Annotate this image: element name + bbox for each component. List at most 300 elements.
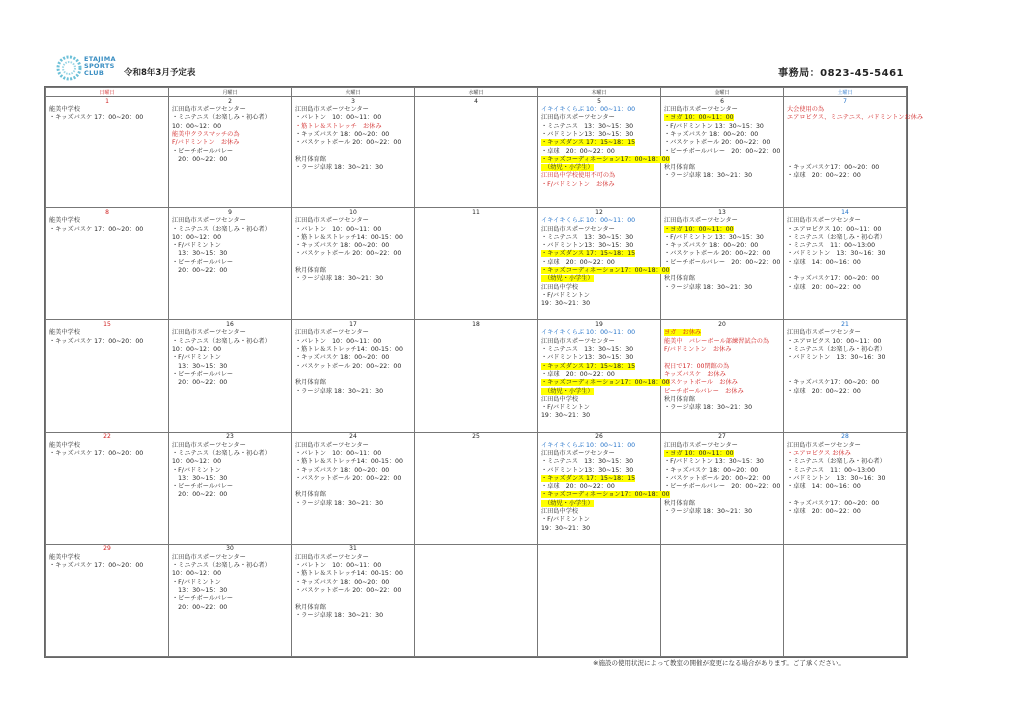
date-number <box>661 544 784 553</box>
schedule-line: ・ラージ卓球 18：30~21：30 <box>664 404 753 412</box>
schedule-line: ・F/バドミントン <box>541 516 590 524</box>
highlight-line: ・キッズコーディネーション17：00~18：00 <box>541 155 670 163</box>
schedule-line: 19：30~21：30 <box>541 300 591 308</box>
week-row <box>46 216 907 320</box>
date-number: 21 <box>784 320 907 329</box>
schedule-line: 20：00~22：00 <box>172 603 228 611</box>
schedule-line: 江田島市スポーツセンター <box>541 225 615 233</box>
highlight-line: （幼児・小学生） <box>541 499 594 507</box>
date-number: 2 <box>169 97 292 106</box>
schedule-line <box>541 475 657 483</box>
schedule-line: 10：00~12：00 <box>172 346 222 354</box>
schedule-line: ・ビーチボールバレー <box>172 258 234 266</box>
date-number: 18 <box>415 320 538 329</box>
day-cell <box>292 441 415 545</box>
highlight-line: （幼児・小学生） <box>541 275 594 283</box>
day-cell <box>169 441 292 545</box>
schedule-line: ・卓球 20：00~22：00 <box>541 370 615 378</box>
footnote: ※施設の使用状況によって教室の開催が変更になる場合があります。ご了承ください。 <box>593 659 845 667</box>
date-number: 31 <box>292 544 415 553</box>
schedule-line: 大会使用の為 <box>787 106 825 114</box>
schedule-line: 秋月体育館 <box>295 379 326 387</box>
weekday-tue: 火曜日 <box>292 88 415 97</box>
day-cell <box>46 328 169 432</box>
schedule-line: ・F/バドミントン <box>172 466 221 474</box>
schedule-line: 祝日で17：00閉館の為 <box>664 362 730 370</box>
date-row <box>46 320 907 329</box>
schedule-line <box>541 139 657 147</box>
schedule-line: 江田島市スポーツセンター <box>787 217 861 225</box>
schedule-line: 江田島市スポーツセンター <box>172 553 246 561</box>
schedule-line: 秋月体育館 <box>295 491 326 499</box>
schedule-line: 江田島市スポーツセンター <box>787 441 861 449</box>
schedule-line: ・バスケットボール 20：00~22：00 <box>295 362 402 370</box>
schedule-line: 秋月体育館 <box>295 155 326 163</box>
day-cell <box>169 553 292 657</box>
schedule-line: ・ミニテニス（お楽しみ・初心者） <box>172 562 271 570</box>
schedule-line: ・卓球 20：00~22：00 <box>787 387 861 395</box>
day-cell <box>784 216 907 320</box>
schedule-line <box>541 379 670 387</box>
date-number: 25 <box>415 432 538 441</box>
day-cell <box>169 328 292 432</box>
schedule-line: ・バレトン 10：00~11：00 <box>295 337 382 345</box>
schedule-line: ・筋トレ＆ストレッチ お休み <box>295 122 382 130</box>
date-number: 16 <box>169 320 292 329</box>
schedule-line: ・ビーチボールバレー <box>172 147 234 155</box>
schedule-line <box>664 354 780 362</box>
schedule-line: ・バドミントン 13：30~16：30 <box>787 354 886 362</box>
weekday-mon: 月曜日 <box>169 88 292 97</box>
schedule-line: 13：30~15：30 <box>172 474 228 482</box>
schedule-line: 秋月体育館 <box>664 275 695 283</box>
day-cell <box>46 216 169 320</box>
date-number: 6 <box>661 97 784 106</box>
highlight-line: ・キッズコーディネーション17：00~18：00 <box>541 379 670 387</box>
day-cell <box>46 441 169 545</box>
schedule-line: ・ミニテニス（お楽しみ・初心者） <box>787 458 886 466</box>
schedule-line: ・卓球 20：00~22：00 <box>541 483 615 491</box>
day-cell <box>46 553 169 657</box>
logo-line2: SPORTS <box>84 62 115 71</box>
schedule-line: ・ビーチボールバレー 20：00~22：00 <box>664 147 781 155</box>
schedule-line: イキイキくらぶ 10：00~11：00 <box>541 329 636 337</box>
weekday-sat: 土曜日 <box>784 88 907 97</box>
weekday-header <box>46 88 907 97</box>
schedule-line: ・ラージ卓球 18：30~21：30 <box>664 172 753 180</box>
schedule-line: ・エアロビクス 10：00~11：00 <box>787 225 882 233</box>
date-row <box>46 208 907 217</box>
schedule-line: 江田島市スポーツセンター <box>664 106 738 114</box>
schedule-line <box>787 123 903 131</box>
date-number: 9 <box>169 208 292 217</box>
date-number <box>538 544 661 553</box>
schedule-line: ・筋トレ＆ストレッチ14：00-15：00 <box>295 458 403 466</box>
date-number: 4 <box>415 97 538 106</box>
schedule-line <box>541 155 670 164</box>
schedule-line <box>664 156 780 164</box>
date-row <box>46 544 907 553</box>
calendar-table <box>45 87 924 657</box>
schedule-line: ・ビーチボールバレー 20：00~22：00 <box>664 258 781 266</box>
logo-text <box>84 56 116 78</box>
schedule-line: エアロビクス、ミニテニス、バドミントンお休み <box>787 114 924 122</box>
day-cell <box>415 553 538 657</box>
schedule-line: ・ミニテニス 11：00~13:00 <box>787 242 876 250</box>
date-number: 5 <box>538 97 661 106</box>
day-cell <box>661 328 784 432</box>
schedule-line: ・キッズバスケ 17：00~20：00 <box>49 225 144 233</box>
schedule-line: ・ラージ卓球 18：30~21：30 <box>664 283 753 291</box>
day-cell <box>784 441 907 545</box>
schedule-line: 10：00~12：00 <box>172 122 222 130</box>
schedule-line: 能美中学校 <box>49 553 80 561</box>
weekday-wed: 水曜日 <box>415 88 538 97</box>
schedule-line: 19：30~21：30 <box>541 412 591 420</box>
day-cell <box>415 105 538 208</box>
date-number: 13 <box>661 208 784 217</box>
schedule-line: 江田島市スポーツセンター <box>172 441 246 449</box>
schedule-line: ・卓球 20：00~22：00 <box>541 147 615 155</box>
schedule-line: 19：30~21：30 <box>541 524 591 532</box>
schedule-line: 能美中学校 <box>49 106 80 114</box>
schedule-line: ・ミニテニス（お楽しみ・初心者） <box>172 225 271 233</box>
highlight-line: ・キッズコーディネーション17：00~18：00 <box>541 491 670 499</box>
schedule-line: ・ビーチボールバレー <box>172 483 234 491</box>
schedule-line: 能美中 バレーボール部練習試合の為 <box>664 337 770 345</box>
schedule-line: ・バスケットボール 20：00~22：00 <box>295 250 402 258</box>
schedule-line: 20：00~22：00 <box>172 379 228 387</box>
schedule-line: 秋月体育館 <box>295 267 326 275</box>
schedule-line: ・キッズバスケ 17：00~20：00 <box>49 337 144 345</box>
date-number: 23 <box>169 432 292 441</box>
schedule-line: ・卓球 14：00~16：00 <box>787 483 861 491</box>
schedule-line: ・筋トレ＆ストレッチ14：00-15：00 <box>295 233 403 241</box>
day-cell <box>415 441 538 545</box>
day-cell <box>784 105 924 208</box>
schedule-line <box>664 226 780 234</box>
schedule-line: ・キッズバスケ 18：00~20：00 <box>295 578 390 586</box>
schedule-line: 江田島市スポーツセンター <box>295 106 369 114</box>
schedule-line: ・ミニテニス（お楽しみ・初心者） <box>787 346 886 354</box>
schedule-line: ・F/バドミントン <box>541 404 590 412</box>
schedule-line: イキイキくらぶ 10：00~11：00 <box>541 217 636 225</box>
schedule-line: ・卓球 20：00~22：00 <box>541 258 615 266</box>
schedule-line <box>787 131 903 139</box>
schedule-line: ・卓球 20：00~22：00 <box>787 507 861 515</box>
week-row <box>46 441 907 545</box>
schedule-line: ・キッズバスケ 18：00~20：00 <box>664 242 759 250</box>
day-cell <box>292 105 415 208</box>
day-cell <box>538 105 670 208</box>
schedule-line <box>787 371 903 379</box>
schedule-line <box>541 388 657 396</box>
page-title: 令和8年3月予定表 <box>124 68 196 78</box>
calendar <box>44 86 924 658</box>
schedule-line: ・キッズバスケ 18：00~20：00 <box>295 130 390 138</box>
schedule-line <box>787 139 903 147</box>
schedule-line: 江田島市スポーツセンター <box>664 441 738 449</box>
schedule-line: 20：00~22：00 <box>172 155 228 163</box>
schedule-line: 10：00~12：00 <box>172 570 222 578</box>
schedule-line: 13：30~15：30 <box>172 362 228 370</box>
schedule-line: 江田島市スポーツセンター <box>787 329 861 337</box>
weekday-sun: 日曜日 <box>46 88 169 97</box>
schedule-line: ・バスケットボール 20：00~22：00 <box>664 139 771 147</box>
schedule-line: ・キッズバスケ17：00~20：00 <box>787 379 880 387</box>
highlight-line: ・ヨガ 10：00~11：00 <box>664 114 734 122</box>
schedule-line: F/バドミントン お休み <box>172 139 240 147</box>
schedule-line: イキイキくらぶ 10：00~11：00 <box>541 441 636 449</box>
date-number: 26 <box>538 432 661 441</box>
schedule-line: ・ラージ卓球 18：30~21：30 <box>295 611 384 619</box>
schedule-line: ・ビーチボールバレー 20：00~22：00 <box>664 483 781 491</box>
schedule-line: ・キッズバスケ17：00~20：00 <box>787 499 880 507</box>
schedule-line: ・キッズバスケ 18：00~20：00 <box>295 354 390 362</box>
day-cell <box>784 553 907 657</box>
date-number: 22 <box>46 432 169 441</box>
day-cell <box>538 553 661 657</box>
schedule-line: ・ラージ卓球 18：30~21：30 <box>295 275 384 283</box>
day-cell <box>415 328 538 432</box>
weekday-thu: 木曜日 <box>538 88 661 97</box>
schedule-line: ・キッズバスケ17：00~20：00 <box>787 164 880 172</box>
date-number: 8 <box>46 208 169 217</box>
schedule-line <box>664 450 780 458</box>
schedule-line: 江田島市スポーツセンター <box>541 449 615 457</box>
schedule-line: ・キッズバスケ 17：00~20：00 <box>49 449 144 457</box>
schedule-line: 江田島市スポーツセンター <box>664 217 738 225</box>
schedule-line: ・筋トレ＆ストレッチ14：00-15：00 <box>295 570 403 578</box>
schedule-line: 能美中学校 <box>49 217 80 225</box>
schedule-line <box>664 114 780 122</box>
schedule-line: ・バレトン 10：00~11：00 <box>295 449 382 457</box>
schedule-line <box>541 275 657 283</box>
schedule-line: ・キッズバスケ 18：00~20：00 <box>295 466 390 474</box>
schedule-line: ・F/バドミントン 13：30~15：30 <box>664 122 764 130</box>
schedule-line: 江田島市スポーツセンター <box>295 553 369 561</box>
schedule-line: ・キッズバスケ 18：00~20：00 <box>664 466 759 474</box>
schedule-line: ・バドミントン13：30~15：30 <box>541 466 634 474</box>
schedule-line: ビーチボールバレー お休み <box>664 387 744 395</box>
schedule-line: ・筋トレ＆ストレッチ14：00-15：00 <box>295 346 403 354</box>
schedule-line: ・F/バドミントン お休み <box>541 180 615 188</box>
highlight-line: ・キッズダンス 17：15~18：15 <box>541 250 636 258</box>
schedule-line: ・ミニテニス（お楽しみ・初心者） <box>172 114 271 122</box>
schedule-line <box>541 491 670 499</box>
schedule-line <box>787 156 903 164</box>
highlight-line: ・ヨガ 10：00~11：00 <box>664 449 734 457</box>
schedule-line <box>787 363 903 371</box>
weekday-fri: 金曜日 <box>661 88 784 97</box>
schedule-line <box>295 371 411 379</box>
date-number: 7 <box>784 97 907 106</box>
day-cell <box>784 328 907 432</box>
schedule-line: 秋月体育館 <box>295 603 326 611</box>
day-cell <box>661 553 784 657</box>
day-cell <box>292 328 415 432</box>
schedule-line: ・バスケットボール 20：00~22：00 <box>664 250 771 258</box>
date-number: 12 <box>538 208 661 217</box>
schedule-line: イキイキくらぶ 10：00~11：00 <box>541 106 636 114</box>
schedule-line: ・ラージ卓球 18：30~21：30 <box>295 499 384 507</box>
day-cell <box>661 216 784 320</box>
schedule-line: ・卓球 20：00~22：00 <box>787 172 861 180</box>
date-number: 27 <box>661 432 784 441</box>
schedule-line: F/バドミントン お休み <box>664 346 732 354</box>
date-number <box>784 544 907 553</box>
schedule-line: ・バドミントン13：30~15：30 <box>541 130 634 138</box>
date-number: 30 <box>169 544 292 553</box>
day-cell <box>538 216 670 320</box>
highlight-line: （幼児・小学生） <box>541 387 594 395</box>
schedule-line: 能美中学校 <box>49 441 80 449</box>
schedule-line: ・エアロビクス 10：00~11：00 <box>787 337 882 345</box>
date-row <box>46 432 907 441</box>
highlight-line: ・キッズダンス 17：15~18：15 <box>541 474 636 482</box>
day-cell <box>661 105 784 208</box>
highlight-line: ・キッズコーディネーション17：00~18：00 <box>541 267 670 275</box>
date-number: 29 <box>46 544 169 553</box>
date-number: 3 <box>292 97 415 106</box>
day-cell <box>661 441 784 545</box>
schedule-line <box>295 259 411 267</box>
day-cell <box>169 216 292 320</box>
schedule-line <box>541 363 657 371</box>
schedule-line: 20：00~22：00 <box>172 267 228 275</box>
schedule-line: 江田島中学校使用不可の為 <box>541 172 616 180</box>
day-cell <box>169 105 292 208</box>
logo-line1: ETAJIMA <box>84 55 116 63</box>
schedule-line: 13：30~15：30 <box>172 586 228 594</box>
schedule-line: ・キッズバスケ 18：00~20：00 <box>664 130 759 138</box>
date-number <box>415 544 538 553</box>
schedule-line: ・ラージ卓球 18：30~21：30 <box>664 507 753 515</box>
schedule-line: 江田島市スポーツセンター <box>541 114 615 122</box>
schedule-line: ・ミニテニス 13：30~15：30 <box>541 233 634 241</box>
schedule-line: ・F/バドミントン <box>541 291 590 299</box>
schedule-line: ・ミニテニス 13：30~15：30 <box>541 346 634 354</box>
schedule-line: 13：30~15：30 <box>172 250 228 258</box>
schedule-line: ・ミニテニス（お楽しみ・初心者） <box>172 449 271 457</box>
schedule-line: ・バドミントン13：30~15：30 <box>541 354 634 362</box>
schedule-line: ・バスケットボール 20：00~22：00 <box>295 139 402 147</box>
date-row <box>46 97 907 106</box>
schedule-line: ・バスケットボール 20：00~22：00 <box>664 474 771 482</box>
day-cell <box>415 216 538 320</box>
schedule-line <box>541 500 657 508</box>
schedule-line: ・ラージ卓球 18：30~21：30 <box>295 387 384 395</box>
highlight-line: ・キッズダンス 17：15~18：15 <box>541 139 636 147</box>
schedule-line: ・卓球 14：00~16：00 <box>787 258 861 266</box>
schedule-line: ・F/バドミントン <box>172 354 221 362</box>
date-number: 19 <box>538 320 661 329</box>
schedule-line <box>787 148 903 156</box>
schedule-line: 20：00~22：00 <box>172 491 228 499</box>
schedule-line: ・キッズバスケ17：00~20：00 <box>787 275 880 283</box>
schedule-line: ・F/バドミントン <box>172 578 221 586</box>
schedule-line: 江田島市スポーツセンター <box>295 441 369 449</box>
week-row <box>46 105 907 208</box>
schedule-line: 10：00~12：00 <box>172 233 222 241</box>
schedule-line: ・バスケットボール 20：00~22：00 <box>295 586 402 594</box>
schedule-line: 秋月体育館 <box>664 164 695 172</box>
schedule-line: 江田島市スポーツセンター <box>172 106 246 114</box>
schedule-line: ・バスケットボール 20：00~22：00 <box>295 474 402 482</box>
schedule-line: ・ミニテニス（お楽しみ・初心者） <box>787 233 886 241</box>
schedule-line: 江田島市スポーツセンター <box>172 329 246 337</box>
date-number: 17 <box>292 320 415 329</box>
schedule-line <box>664 491 780 499</box>
schedule-line: ・F/バドミントン 13：30~15：30 <box>664 458 764 466</box>
logo-line3: CLUB <box>84 69 105 78</box>
day-cell <box>538 441 670 545</box>
schedule-line: ・ミニテニス 11：00~13:00 <box>787 466 876 474</box>
schedule-line: 江田島市スポーツセンター <box>541 337 615 345</box>
schedule-line: 秋月体育館 <box>664 395 695 403</box>
schedule-line: ・ミニテニス 13：30~15：30 <box>541 458 634 466</box>
schedule-line: 江田島中学校 <box>541 395 579 403</box>
schedule-line: ・バレトン 10：00~11：00 <box>295 114 382 122</box>
schedule-line: ・キッズバスケ 17：00~20：00 <box>49 562 144 570</box>
schedule-line: 江田島市スポーツセンター <box>172 217 246 225</box>
schedule-line: 10：00~12：00 <box>172 458 222 466</box>
day-cell <box>538 328 670 432</box>
date-number: 28 <box>784 432 907 441</box>
date-number: 14 <box>784 208 907 217</box>
schedule-line: ・バレトン 10：00~11：00 <box>295 562 382 570</box>
schedule-line: ・ラージ卓球 18：30~21：30 <box>295 164 384 172</box>
schedule-line: 江田島中学校 <box>541 507 579 515</box>
schedule-line <box>541 250 657 258</box>
schedule-line <box>787 491 903 499</box>
office-phone: 事務局：0823-45-5461 <box>778 68 904 79</box>
schedule-line: 江田島中学校 <box>541 283 579 291</box>
highlight-line: ヨガ お休み <box>664 329 702 337</box>
schedule-line: ・エアロビクス お休み <box>787 449 851 457</box>
schedule-line: ・ミニテニス（お楽しみ・初心者） <box>172 337 271 345</box>
schedule-line <box>295 595 411 603</box>
date-number: 15 <box>46 320 169 329</box>
logo-icon <box>54 53 86 83</box>
schedule-line: 能美中クラスマッチの為 <box>172 130 240 138</box>
highlight-line: ・ヨガ 10：00~11：00 <box>664 225 734 233</box>
schedule-line: ・キッズバスケ 17：00~20：00 <box>49 114 144 122</box>
schedule-line <box>295 148 411 156</box>
schedule-line: ・キッズバスケ 18：00~20：00 <box>295 242 390 250</box>
date-number: 11 <box>415 208 538 217</box>
schedule-line: ・ミニテニス 13：30~15：30 <box>541 122 634 130</box>
schedule-line: ・F/バドミントン <box>172 242 221 250</box>
schedule-line: ・バレトン 10：00~11：00 <box>295 225 382 233</box>
schedule-line: ・ビーチボールバレー <box>172 595 234 603</box>
day-cell <box>292 553 415 657</box>
date-number: 1 <box>46 97 169 106</box>
schedule-line: 江田島市スポーツセンター <box>295 329 369 337</box>
schedule-line: ・バドミントン 13：30~16：30 <box>787 250 886 258</box>
schedule-line: ・F/バドミントン 13：30~15：30 <box>664 233 764 241</box>
week-row <box>46 553 907 657</box>
date-number: 24 <box>292 432 415 441</box>
schedule-line: 秋月体育館 <box>664 499 695 507</box>
highlight-line: （幼児・小学生） <box>541 164 594 172</box>
schedule-line: ・ビーチボールバレー <box>172 370 234 378</box>
date-number: 10 <box>292 208 415 217</box>
day-cell <box>292 216 415 320</box>
day-cell <box>46 105 169 208</box>
schedule-line <box>664 329 780 337</box>
schedule-line: キッズバスケ お休み <box>664 370 726 378</box>
